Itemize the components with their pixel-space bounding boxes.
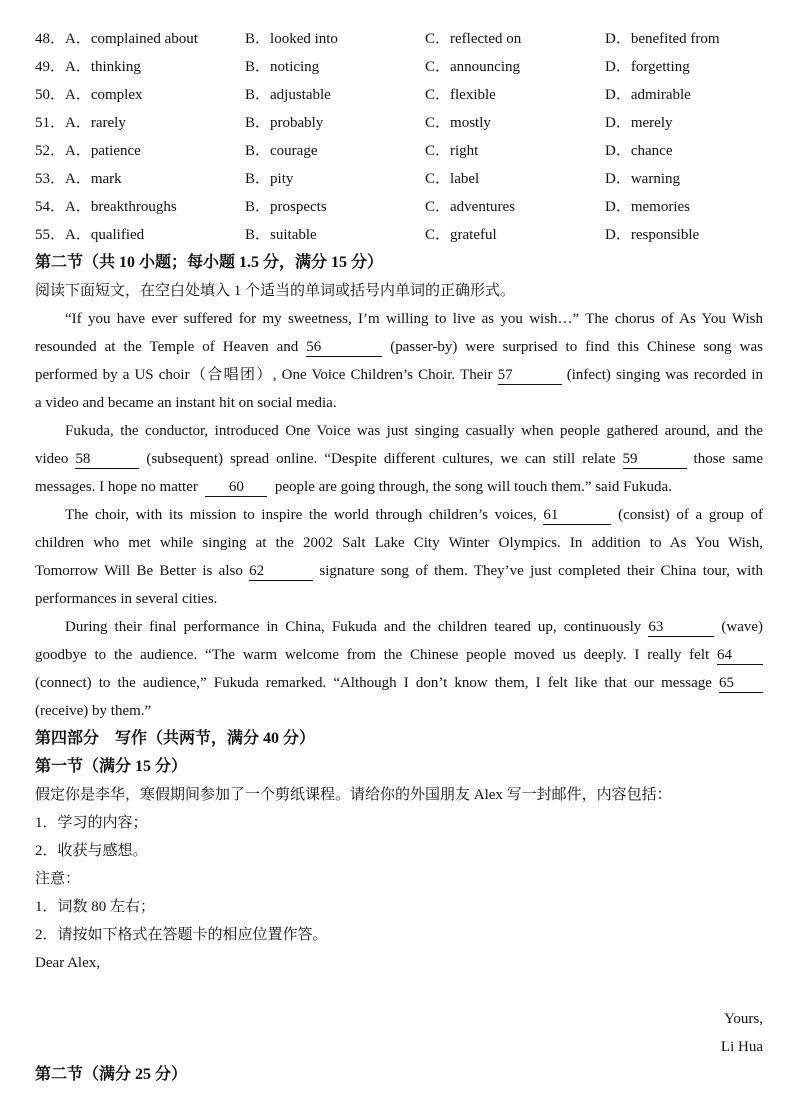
letter-signature: Li Hua [720, 1039, 763, 1055]
option-a[interactable]: A．mark [65, 171, 122, 187]
text: Tomorrow Will Be Better is also [35, 563, 243, 579]
text: Fukuda, the conductor, introduced One Voice was just singing casually when people gathered around, and the [65, 423, 763, 439]
text: people are going through, the song will touch them.” said Fukuda. [274, 479, 672, 495]
passage-line [35, 557, 763, 585]
option-d[interactable]: D．forgetting [605, 59, 690, 75]
option-b[interactable]: B．prospects [245, 199, 327, 215]
text: (infect) singing was recorded in [566, 367, 763, 383]
text: resounded at the Temple of Heaven and [35, 339, 299, 355]
multiple-choice-options [35, 25, 763, 249]
option-c[interactable]: C．reflected on [425, 31, 522, 47]
question-row [35, 193, 763, 221]
instruction: 阅读下面短文，在空白处填入 1 个适当的单词或括号内单词的正确形式。 [35, 283, 516, 299]
option-b[interactable]: B．noticing [245, 59, 320, 75]
note-label: 注意： [35, 871, 81, 887]
text: (wave) [721, 619, 763, 635]
option-d[interactable]: D．chance [605, 143, 673, 159]
option-a[interactable]: A．qualified [65, 227, 145, 243]
question-number: 51． [35, 115, 66, 131]
text: The choir, with its mission to inspire the world through children’s voices, [65, 507, 537, 523]
option-b[interactable]: B．adjustable [245, 87, 331, 103]
prompt-point: 2．收获与感想。 [35, 843, 148, 859]
passage-line [35, 641, 763, 669]
question-row [35, 109, 763, 137]
option-d[interactable]: D．memories [605, 199, 690, 215]
question-row [35, 221, 763, 249]
note-item: 1．词数 80 左右； [35, 899, 156, 915]
text: performed by a US choir（合唱团）, One Voice Children’s Choir. Their [35, 367, 493, 383]
passage-line [35, 529, 763, 557]
option-a[interactable]: A．thinking [65, 59, 141, 75]
text: video [35, 451, 69, 467]
question-row [35, 53, 763, 81]
option-c[interactable]: C．flexible [425, 87, 496, 103]
option-b[interactable]: B．courage [245, 143, 318, 159]
option-d[interactable]: D．responsible [605, 227, 700, 243]
passage-line [35, 305, 763, 333]
note-item: 2．请按如下格式在答题卡的相应位置作答。 [35, 927, 328, 943]
passage-line [35, 361, 763, 389]
option-a[interactable]: A．complex [65, 87, 143, 103]
text: (subsequent) spread online. “Despite different cultures, we can still relate [146, 451, 616, 467]
question-number: 53． [35, 171, 66, 187]
passage-line [35, 669, 763, 697]
question-number: 50． [35, 87, 66, 103]
question-number: 49． [35, 59, 66, 75]
option-c[interactable]: C．mostly [425, 115, 491, 131]
option-c[interactable]: C．grateful [425, 227, 497, 243]
question-number: 55． [35, 227, 66, 243]
blank-61[interactable]: 61 [543, 506, 611, 525]
part-heading: 第四部分 写作（共两节，满分 40 分） [35, 730, 316, 747]
passage-line [35, 333, 763, 361]
text: “If you have ever suffered for my sweetness, I’m willing to live as you wish…” The chorus of As You Wish [65, 311, 763, 327]
question-number: 54． [35, 199, 66, 215]
section-heading: 第一节（满分 15 分） [35, 758, 188, 775]
passage [35, 305, 763, 725]
blank-57[interactable]: 57 [498, 366, 562, 385]
blank-56[interactable]: 56 [306, 338, 382, 357]
question-row [35, 165, 763, 193]
text: goodbye to the audience. “The warm welcome from the Chinese people moved us deeply. I really felt [35, 647, 710, 663]
text: signature song of them. They’ve just completed their China tour, with [319, 563, 763, 579]
text: children who met while singing at the 2002 Salt Lake City Winter Olympics. In addition to As You Wish, [35, 535, 763, 551]
option-b[interactable]: B．probably [245, 115, 324, 131]
question-number: 48． [35, 31, 66, 47]
option-a[interactable]: A．breakthroughs [65, 199, 177, 215]
letter-greeting: Dear Alex, [35, 955, 100, 971]
blank-58[interactable]: 58 [75, 450, 139, 469]
text: (connect) to the audience,” Fukuda remarked. “Although I don’t know them, I felt like that our message [35, 675, 712, 691]
passage-line: (receive) by them.” [35, 703, 152, 719]
option-c[interactable]: C．adventures [425, 199, 515, 215]
option-d[interactable]: D．benefited from [605, 31, 720, 47]
text: During their final performance in China, Fukuda and the children teared up, continuously [65, 619, 642, 635]
text: (passer-by) were surprised to find this Chinese song was [390, 339, 763, 355]
exam-page [35, 25, 763, 1089]
blank-64[interactable]: 64 [717, 646, 763, 665]
prompt-point: 1．学习的内容； [35, 815, 148, 831]
writing-prompt: 假定你是李华，寒假期间参加了一个剪纸课程。请给你的外国朋友 Alex 写一封邮件，内容包括： [35, 787, 672, 803]
option-c[interactable]: C．label [425, 171, 480, 187]
option-b[interactable]: B．pity [245, 171, 294, 187]
option-a[interactable]: A．patience [65, 143, 141, 159]
question-row [35, 137, 763, 165]
blank-60[interactable]: 60 [205, 478, 267, 497]
option-c[interactable]: C．announcing [425, 59, 521, 75]
passage-line [35, 473, 763, 501]
section-heading: 第二节（共 10 小题；每小题 1.5 分，满分 15 分） [35, 254, 384, 271]
blank-62[interactable]: 62 [249, 562, 313, 581]
passage-line: a video and became an instant hit on social media. [35, 395, 337, 411]
text: those same [693, 451, 763, 467]
passage-line: performances in several cities. [35, 591, 218, 607]
question-row [35, 81, 763, 109]
option-d[interactable]: D．warning [605, 171, 681, 187]
passage-line [35, 417, 763, 445]
blank-59[interactable]: 59 [623, 450, 687, 469]
blank-65[interactable]: 65 [719, 674, 763, 693]
option-a[interactable]: A．complained about [65, 31, 198, 47]
passage-line [35, 445, 763, 473]
spacer [35, 977, 763, 1005]
question-number: 52． [35, 143, 66, 159]
passage-line [35, 501, 763, 529]
question-row [35, 25, 763, 53]
text: messages. I hope no matter [35, 479, 198, 495]
option-d[interactable]: D．merely [605, 115, 673, 131]
text: (consist) of a group of [618, 507, 763, 523]
option-c[interactable]: C．right [425, 143, 479, 159]
option-d[interactable]: D．admirable [605, 87, 691, 103]
passage-line [35, 613, 763, 641]
letter-closing: Yours, [724, 1011, 763, 1027]
option-a[interactable]: A．rarely [65, 115, 126, 131]
option-b[interactable]: B．suitable [245, 227, 317, 243]
blank-63[interactable]: 63 [648, 618, 714, 637]
section-heading: 第二节（满分 25 分） [35, 1066, 188, 1083]
option-b[interactable]: B．looked into [245, 31, 338, 47]
